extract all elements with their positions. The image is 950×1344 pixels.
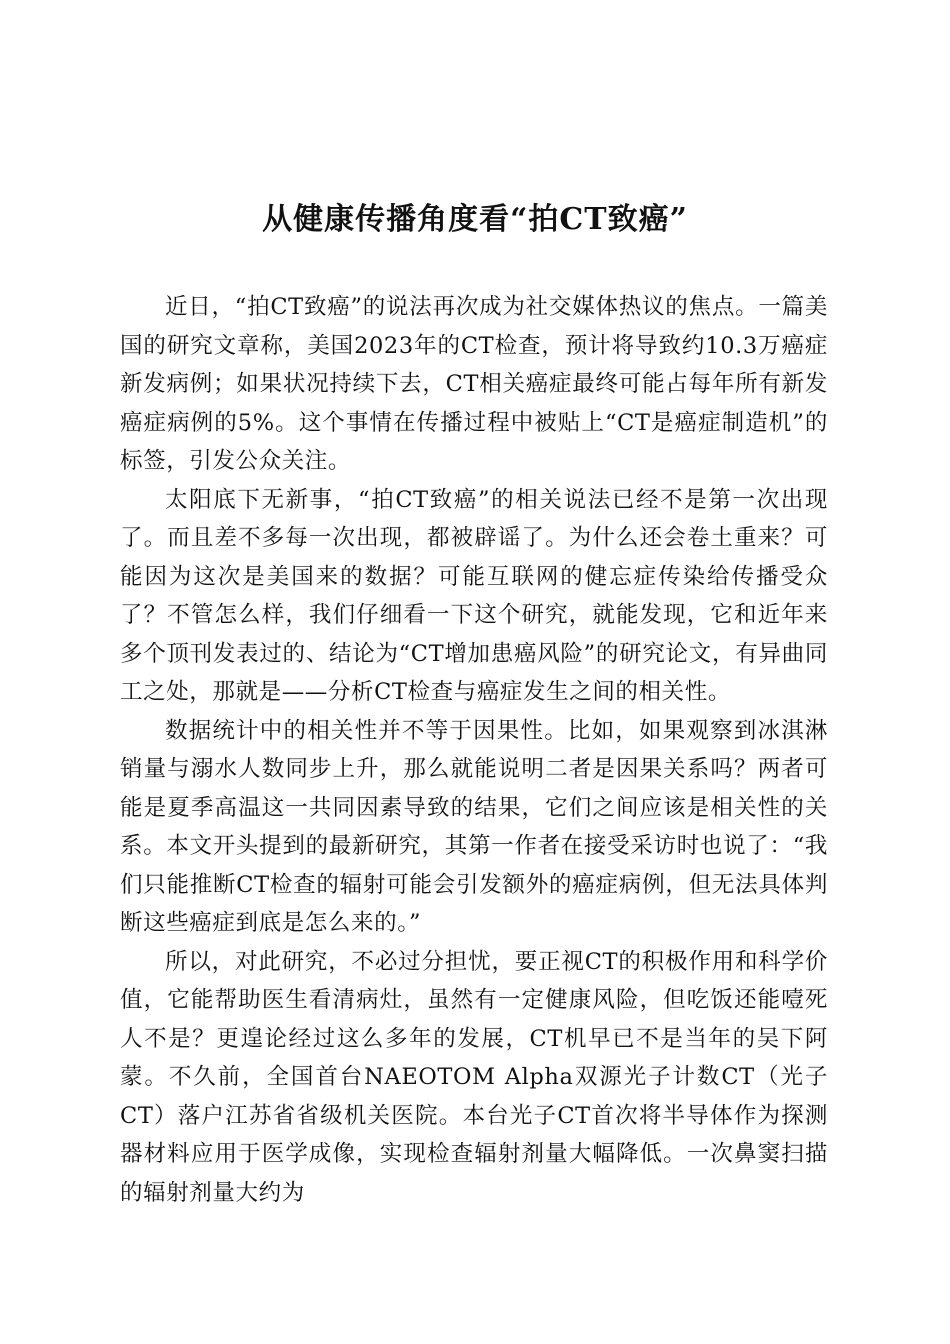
- paragraph: 近日，“拍CT致癌”的说法再次成为社交媒体热议的焦点。一篇美国的研究文章称，美国2023年的CT检查，预计将导致约10.3万癌症新发病例；如果状况持续下去，CT相关癌症最终可能占每年所有新发癌症病例的5%。这个事情在传播过程中被贴上“CT是癌症制造机”的标签，引发公众关注。: [120, 294, 828, 474]
- paragraph: 数据统计中的相关性并不等于因果性。比如，如果观察到冰淇淋销量与溺水人数同步上升，那么就能说明二者是因果关系吗？两者可能是夏季高温这一共同因素导致的结果，它们之间应该是相关性的关系。本文开头提到的最新研究，其第一作者在接受采访时也说了：“我们只能推断CT检查的辐射可能会引发额外的癌症病例，但无法具体判断这些癌症到底是怎么来的。”: [120, 717, 828, 936]
- paragraph: 所以，对此研究，不必过分担忧，要正视CT的积极作用和科学价值，它能帮助医生看清病灶，虽然有一定健康风险，但吃饭还能噎死人不是？更遑论经过这么多年的发展，CT机早已不是当年的吴下阿蒙。不久前，全国首台NAEOTOM Alpha双源光子计数CT（光子CT）落户江苏省省级机关医院。本台光子CT首次将半导体作为探测器材料应用于医学成像，实现检查辐射剂量大幅降低。一次鼻窦扫描的辐射剂量大约为: [120, 948, 828, 1206]
- document-body: [120, 288, 828, 1212]
- paragraph: 太阳底下无新事，“拍CT致癌”的相关说法已经不是第一次出现了。而且差不多每一次出现，都被辟谣了。为什么还会卷土重来？可能因为这次是美国来的数据？可能互联网的健忘症传染给传播受众了？不管怎么样，我们仔细看一下这个研究，就能发现，它和近年来多个顶刊发表过的、结论为“CT增加患癌风险”的研究论文，有异曲同工之处，那就是——分析CT检查与癌症发生之间的相关性。: [120, 486, 828, 705]
- document-title: 从健康传播角度看“拍CT致癌”: [262, 202, 688, 237]
